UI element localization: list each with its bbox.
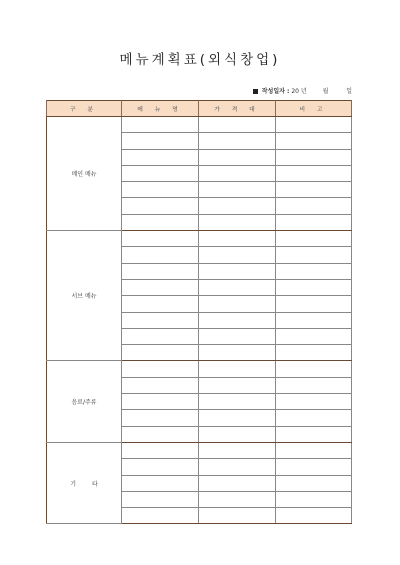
menu-name-cell[interactable] xyxy=(122,508,199,524)
remarks-cell[interactable] xyxy=(276,312,352,328)
menu-name-cell[interactable] xyxy=(122,361,199,377)
price-range-cell[interactable] xyxy=(199,214,276,230)
price-range-cell[interactable] xyxy=(199,442,276,458)
header-category: 구 분 xyxy=(47,101,122,117)
menu-name-cell[interactable] xyxy=(122,117,199,133)
remarks-cell[interactable] xyxy=(276,149,352,165)
price-range-cell[interactable] xyxy=(199,117,276,133)
remarks-cell[interactable] xyxy=(276,459,352,475)
header-price-range: 가 격 대 xyxy=(199,101,276,117)
menu-name-cell[interactable] xyxy=(122,149,199,165)
menu-name-cell[interactable] xyxy=(122,296,199,312)
menu-name-cell[interactable] xyxy=(122,475,199,491)
table-row xyxy=(47,117,352,133)
price-range-cell[interactable] xyxy=(199,491,276,507)
price-range-cell[interactable] xyxy=(199,231,276,247)
price-range-cell[interactable] xyxy=(199,459,276,475)
remarks-cell[interactable] xyxy=(276,133,352,149)
menu-name-cell[interactable] xyxy=(122,231,199,247)
remarks-cell[interactable] xyxy=(276,508,352,524)
menu-name-cell[interactable] xyxy=(122,377,199,393)
price-range-cell[interactable] xyxy=(199,263,276,279)
menu-name-cell[interactable] xyxy=(122,345,199,361)
remarks-cell[interactable] xyxy=(276,231,352,247)
table-row xyxy=(47,442,352,458)
category-cell: 메인 메뉴 xyxy=(47,117,122,231)
menu-name-cell[interactable] xyxy=(122,394,199,410)
menu-name-cell[interactable] xyxy=(122,410,199,426)
menu-name-cell[interactable] xyxy=(122,263,199,279)
price-range-cell[interactable] xyxy=(199,345,276,361)
price-range-cell[interactable] xyxy=(199,165,276,181)
menu-name-cell[interactable] xyxy=(122,442,199,458)
price-range-cell[interactable] xyxy=(199,508,276,524)
menu-name-cell[interactable] xyxy=(122,214,199,230)
price-range-cell[interactable] xyxy=(199,377,276,393)
menu-name-cell[interactable] xyxy=(122,133,199,149)
table-row xyxy=(47,361,352,377)
remarks-cell[interactable] xyxy=(276,442,352,458)
remarks-cell[interactable] xyxy=(276,394,352,410)
price-range-cell[interactable] xyxy=(199,133,276,149)
header-menu-name: 메 뉴 명 xyxy=(122,101,199,117)
price-range-cell[interactable] xyxy=(199,247,276,263)
header-remarks: 비 고 xyxy=(276,101,352,117)
category-cell: 음료/주류 xyxy=(47,361,122,442)
remarks-cell[interactable] xyxy=(276,296,352,312)
menu-name-cell[interactable] xyxy=(122,165,199,181)
menu-name-cell[interactable] xyxy=(122,182,199,198)
price-range-cell[interactable] xyxy=(199,198,276,214)
price-range-cell[interactable] xyxy=(199,410,276,426)
remarks-cell[interactable] xyxy=(276,377,352,393)
menu-name-cell[interactable] xyxy=(122,491,199,507)
price-range-cell[interactable] xyxy=(199,475,276,491)
date-label: 작성일자 : xyxy=(261,88,290,95)
price-range-cell[interactable] xyxy=(199,328,276,344)
price-range-cell[interactable] xyxy=(199,182,276,198)
menu-name-cell[interactable] xyxy=(122,426,199,442)
table-body xyxy=(47,117,352,524)
remarks-cell[interactable] xyxy=(276,182,352,198)
date-month-unit: 월 xyxy=(322,88,329,95)
remarks-cell[interactable] xyxy=(276,165,352,181)
remarks-cell[interactable] xyxy=(276,410,352,426)
remarks-cell[interactable] xyxy=(276,491,352,507)
date-line xyxy=(253,86,352,95)
category-cell: 기타 xyxy=(47,442,122,523)
menu-name-cell[interactable] xyxy=(122,459,199,475)
date-day-unit: 일 xyxy=(346,88,352,95)
table-header-row xyxy=(47,101,352,117)
remarks-cell[interactable] xyxy=(276,345,352,361)
price-range-cell[interactable] xyxy=(199,361,276,377)
date-year: 20 xyxy=(291,88,299,95)
remarks-cell[interactable] xyxy=(276,117,352,133)
menu-name-cell[interactable] xyxy=(122,312,199,328)
price-range-cell[interactable] xyxy=(199,279,276,295)
date-year-unit: 년 xyxy=(300,88,307,95)
remarks-cell[interactable] xyxy=(276,198,352,214)
remarks-cell[interactable] xyxy=(276,263,352,279)
remarks-cell[interactable] xyxy=(276,426,352,442)
price-range-cell[interactable] xyxy=(199,149,276,165)
category-cell: 서브 메뉴 xyxy=(47,231,122,361)
price-range-cell[interactable] xyxy=(199,296,276,312)
price-range-cell[interactable] xyxy=(199,426,276,442)
remarks-cell[interactable] xyxy=(276,279,352,295)
price-range-cell[interactable] xyxy=(199,394,276,410)
menu-name-cell[interactable] xyxy=(122,328,199,344)
table-row xyxy=(47,231,352,247)
price-range-cell[interactable] xyxy=(199,312,276,328)
remarks-cell[interactable] xyxy=(276,361,352,377)
square-bullet-icon xyxy=(253,89,258,94)
menu-name-cell[interactable] xyxy=(122,198,199,214)
menu-name-cell[interactable] xyxy=(122,247,199,263)
remarks-cell[interactable] xyxy=(276,214,352,230)
remarks-cell[interactable] xyxy=(276,475,352,491)
remarks-cell[interactable] xyxy=(276,328,352,344)
page-title: 메뉴계획표(외식창업) xyxy=(119,52,281,68)
menu-plan-table xyxy=(46,100,352,524)
remarks-cell[interactable] xyxy=(276,247,352,263)
menu-name-cell[interactable] xyxy=(122,279,199,295)
